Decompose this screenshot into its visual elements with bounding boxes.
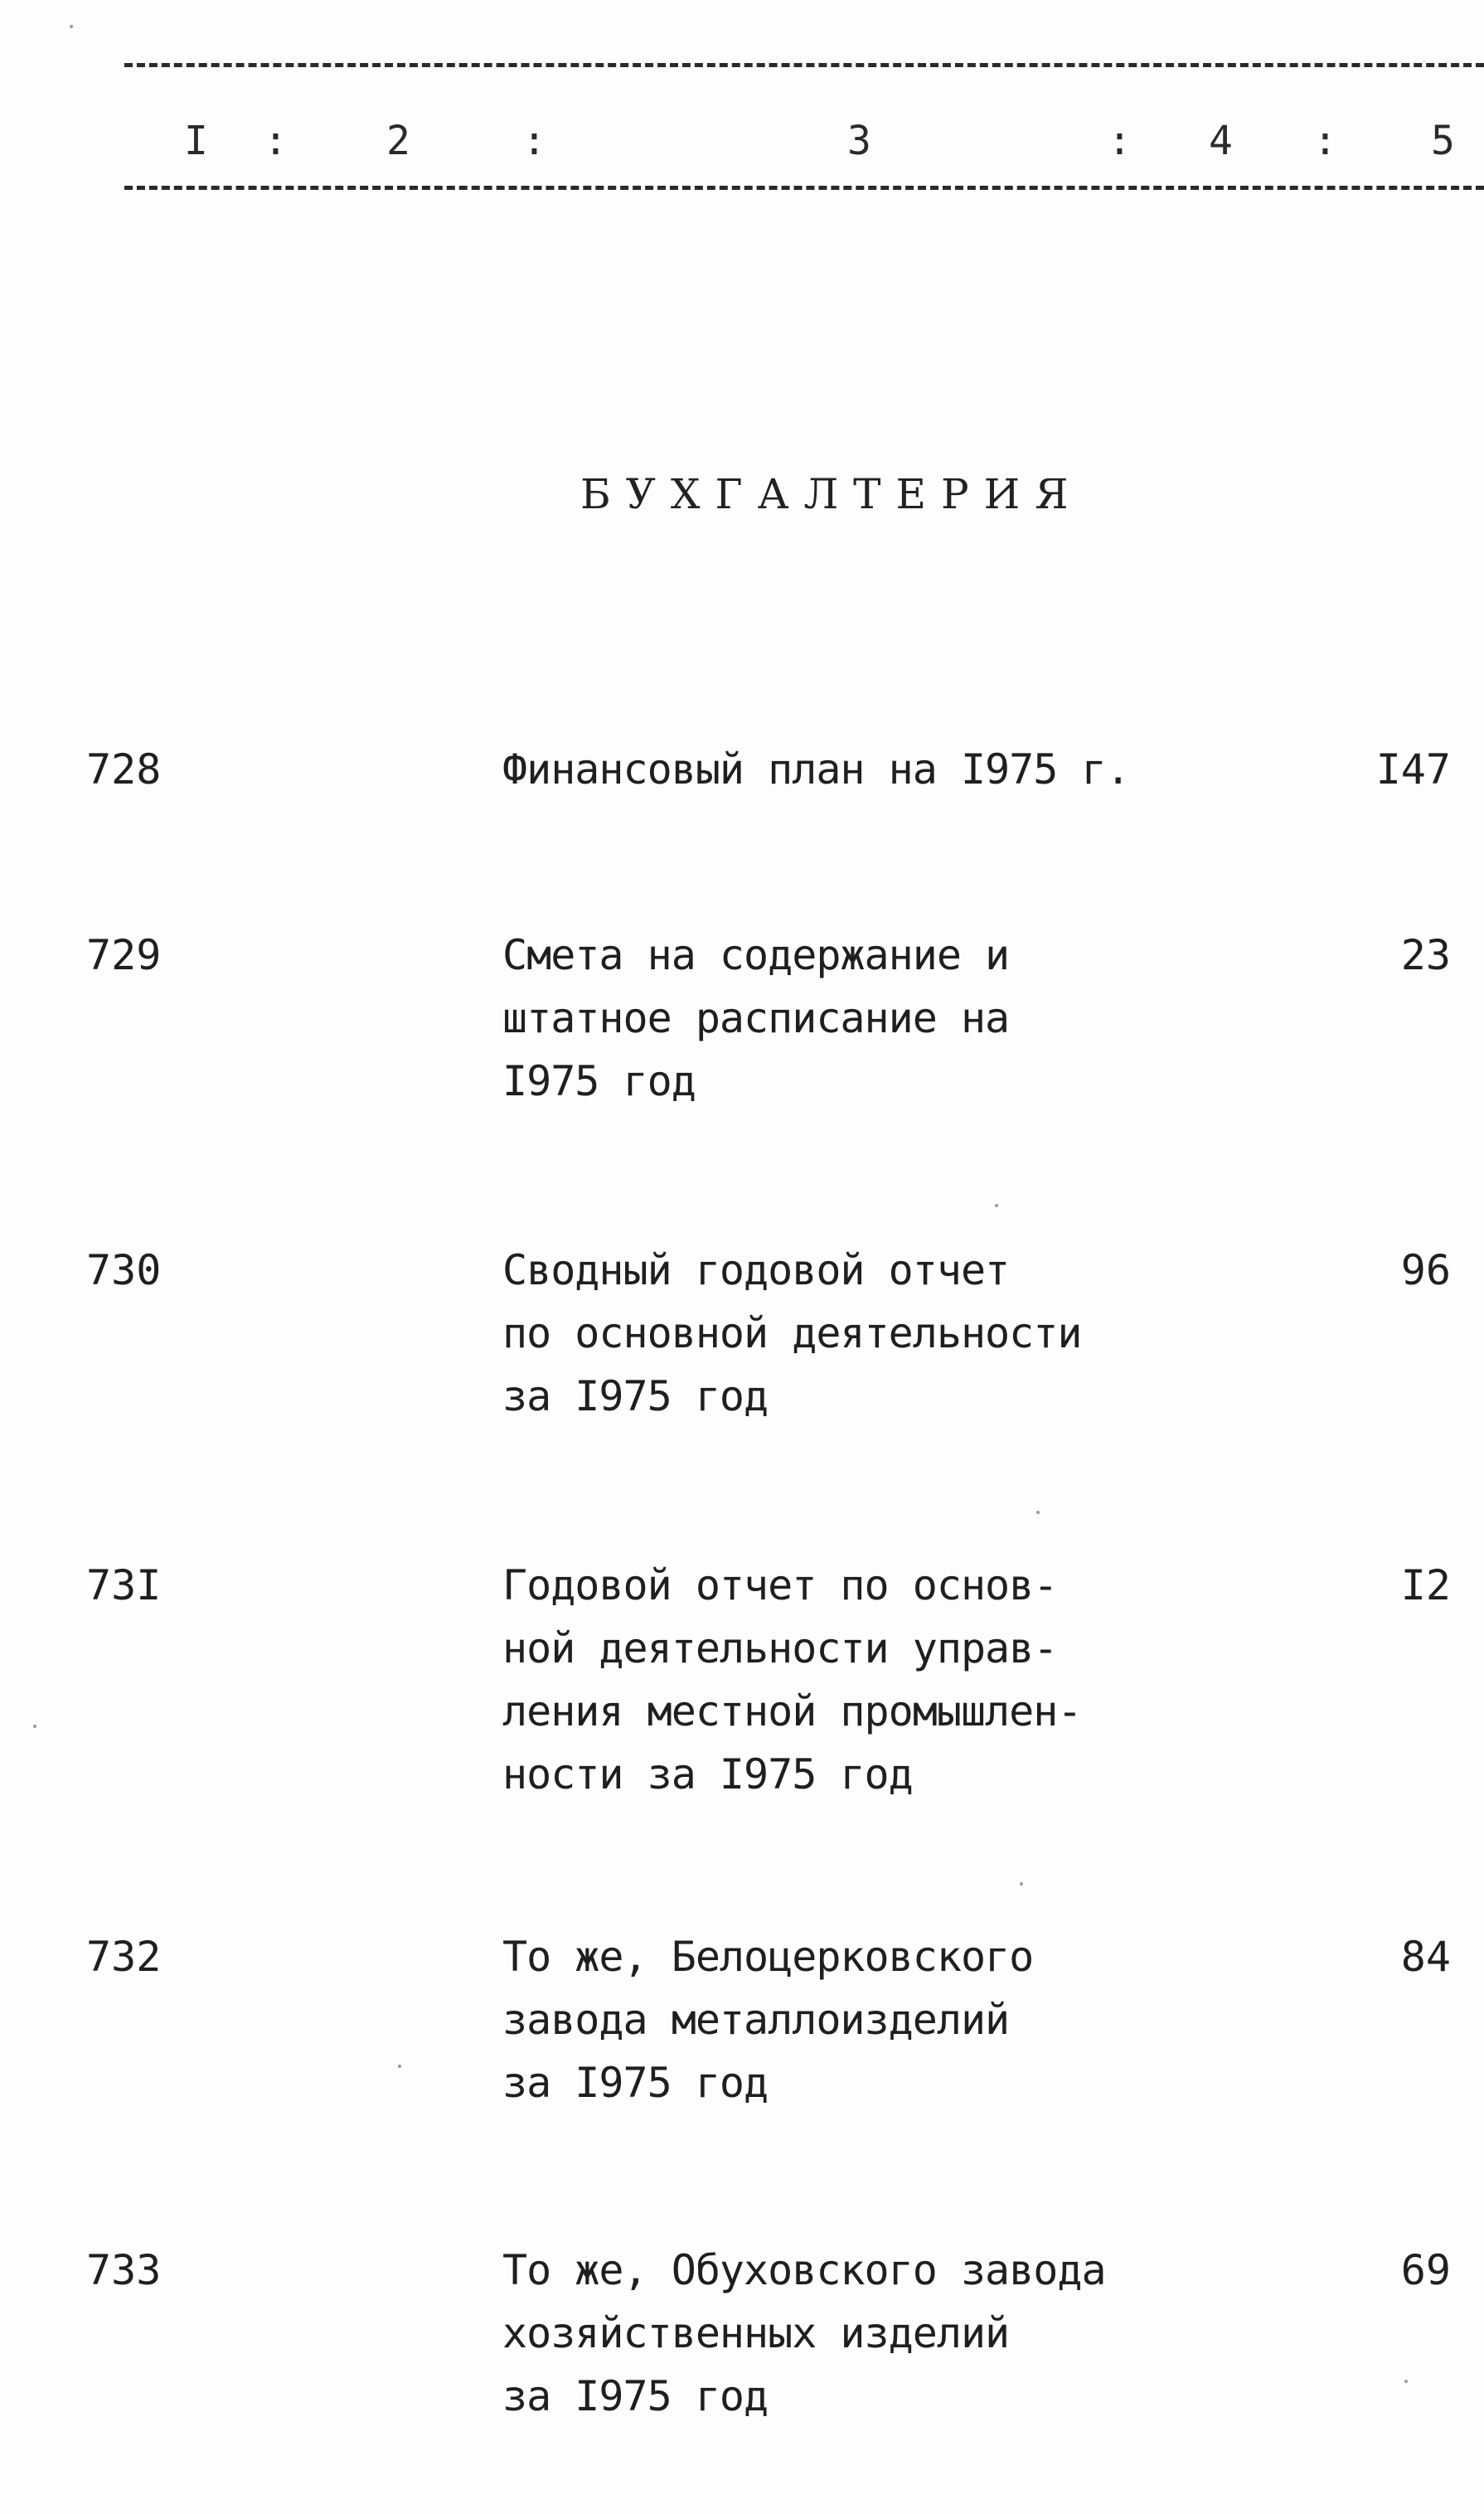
entry-number: 730 <box>86 1246 162 1294</box>
column-separator: : <box>264 118 288 164</box>
section-title: БУХГАЛТЕРИЯ <box>580 470 1084 518</box>
header-bottom-dashed-rule <box>124 186 1484 190</box>
entry-number: 73I <box>86 1561 162 1609</box>
column-separator: : <box>522 118 546 164</box>
entry-sheet-count: I2 <box>1400 1561 1451 1609</box>
column-header-5: 5 <box>1431 118 1455 164</box>
entry-sheet-count: I47 <box>1375 745 1451 794</box>
scan-speck <box>398 2065 401 2068</box>
scan-speck <box>995 1204 998 1207</box>
column-separator: : <box>1313 118 1337 164</box>
column-header-1: I <box>184 118 208 164</box>
scan-speck <box>1036 1511 1040 1514</box>
entry-sheet-count: 23 <box>1400 931 1451 979</box>
column-header-4: 4 <box>1209 118 1233 164</box>
entry-number: 732 <box>86 1933 162 1981</box>
entry-number: 729 <box>86 931 162 979</box>
scan-speck <box>33 1725 36 1728</box>
column-header-3: 3 <box>847 118 871 164</box>
entry-number: 733 <box>86 2246 162 2294</box>
entry-title: Финансовый план на I975 г. <box>502 745 1130 794</box>
entry-title: Смета на содержание и штатное расписание на I975 год <box>502 931 1010 1105</box>
scan-speck <box>1020 1882 1023 1886</box>
entry-title: То же, Белоцерковского завода металлоизделий за I975 год <box>502 1933 1034 2107</box>
header-top-dashed-rule <box>124 63 1484 67</box>
entry-title: Сводный годовой отчет по основной деятельности за I975 год <box>502 1246 1082 1420</box>
entry-number: 728 <box>86 745 162 794</box>
entry-sheet-count: 96 <box>1400 1246 1451 1294</box>
scan-speck <box>70 25 73 28</box>
column-header-2: 2 <box>386 118 410 164</box>
scan-speck <box>1404 2380 1408 2383</box>
entry-sheet-count: 69 <box>1400 2246 1451 2294</box>
entry-sheet-count: 84 <box>1400 1933 1451 1981</box>
column-separator: : <box>1108 118 1132 164</box>
entry-title: То же, Обуховского завода хозяйственных изделий за I975 год <box>502 2246 1106 2420</box>
entry-title: Годовой отчет по основ- ной деятельности управ- ления местной промышлен- ности за I975 год <box>502 1561 1082 1798</box>
